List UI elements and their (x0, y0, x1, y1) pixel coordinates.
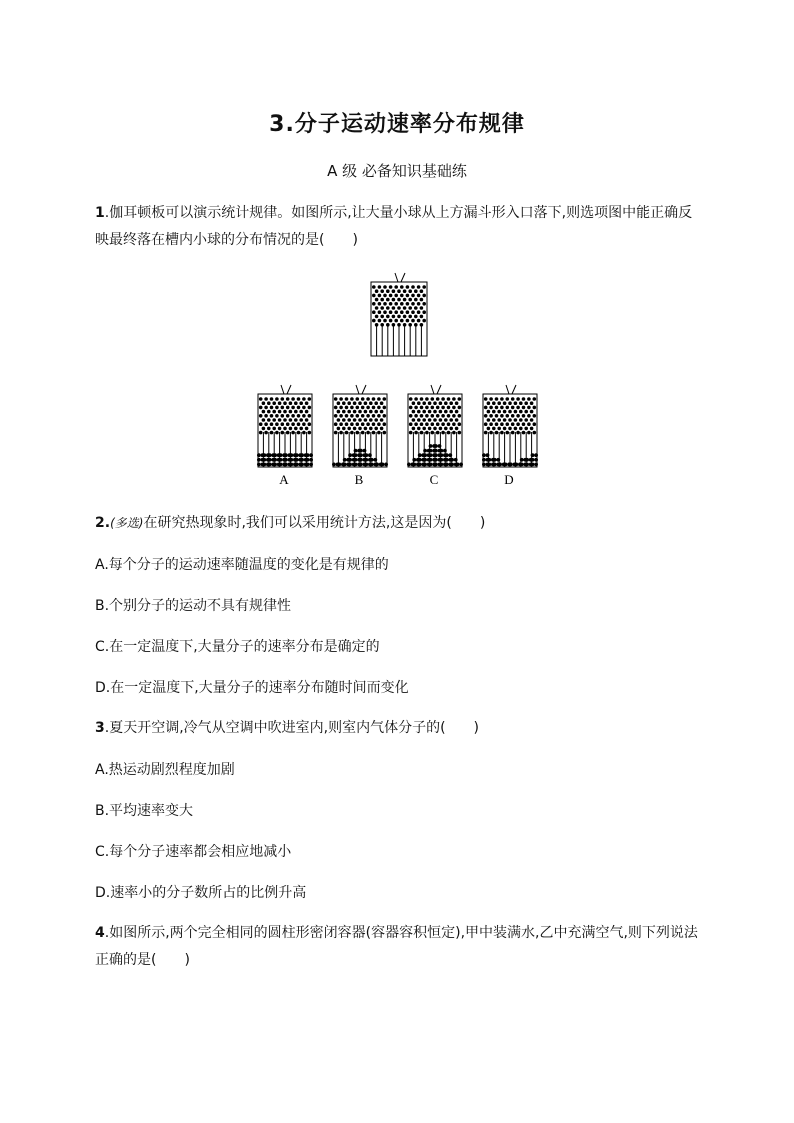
question-4-text: .如图所示,两个完全相同的圆柱形密闭容器(容器容积恒定),甲中装满水,乙中充满空气,则下列说法正确的是( ) (95, 925, 698, 968)
galton-board-option-a (257, 385, 313, 467)
page-title: 3.分子运动速率分布规律 (269, 112, 525, 137)
galton-board-main (371, 273, 427, 356)
galton-board-option-d (482, 385, 538, 467)
question-2-tag: (多选) (110, 516, 144, 530)
question-4 (95, 920, 705, 974)
question-1-text: .伽耳顿板可以演示统计规律。如图所示,让大量小球从上方漏斗形入口落下,则选项图中能正确反映最终落在槽内小球的分布情况的是( ) (95, 205, 693, 248)
galton-board-figure (250, 268, 550, 493)
question-2-option-c: C.在一定温度下,大量分子的速率分布是确定的 (95, 639, 380, 655)
question-2-option-a: A.每个分子的运动速率随温度的变化是有规律的 (95, 557, 389, 573)
question-3-number: 3 (95, 720, 105, 736)
figure-label-c: C (429, 472, 439, 487)
figure-label-a: A (279, 472, 289, 487)
question-3-option-c: C.每个分子速率都会相应地减小 (95, 844, 292, 860)
question-3-option-b: B.平均速率变大 (95, 803, 194, 819)
question-3 (95, 715, 705, 742)
question-2-option-b: B.个别分子的运动不具有规律性 (95, 598, 292, 614)
galton-board-option-c (407, 385, 463, 467)
section-subtitle: A 级 必备知识基础练 (327, 162, 467, 180)
question-3-text: .夏天开空调,冷气从空调中吹进室内,则室内气体分子的( ) (104, 720, 480, 736)
galton-board-option-b (332, 385, 388, 467)
question-2-text: 在研究热现象时,我们可以采用统计方法,这是因为( ) (143, 515, 486, 531)
question-2: 2.(多选)在研究热现象时,我们可以采用统计方法,这是因为( ) (95, 515, 486, 531)
question-1 (95, 200, 705, 254)
question-2-number: 2 (95, 515, 105, 531)
question-4-number: 4 (95, 925, 105, 941)
question-1-number: 1 (95, 205, 105, 221)
question-3-option-a: A.热运动剧烈程度加剧 (95, 762, 235, 778)
figure-label-d: D (504, 472, 514, 487)
question-2-option-d: D.在一定温度下,大量分子的速率分布随时间而变化 (95, 680, 409, 696)
question-3-option-d: D.速率小的分子数所占的比例升高 (95, 885, 307, 901)
figure-label-b: B (354, 472, 364, 487)
